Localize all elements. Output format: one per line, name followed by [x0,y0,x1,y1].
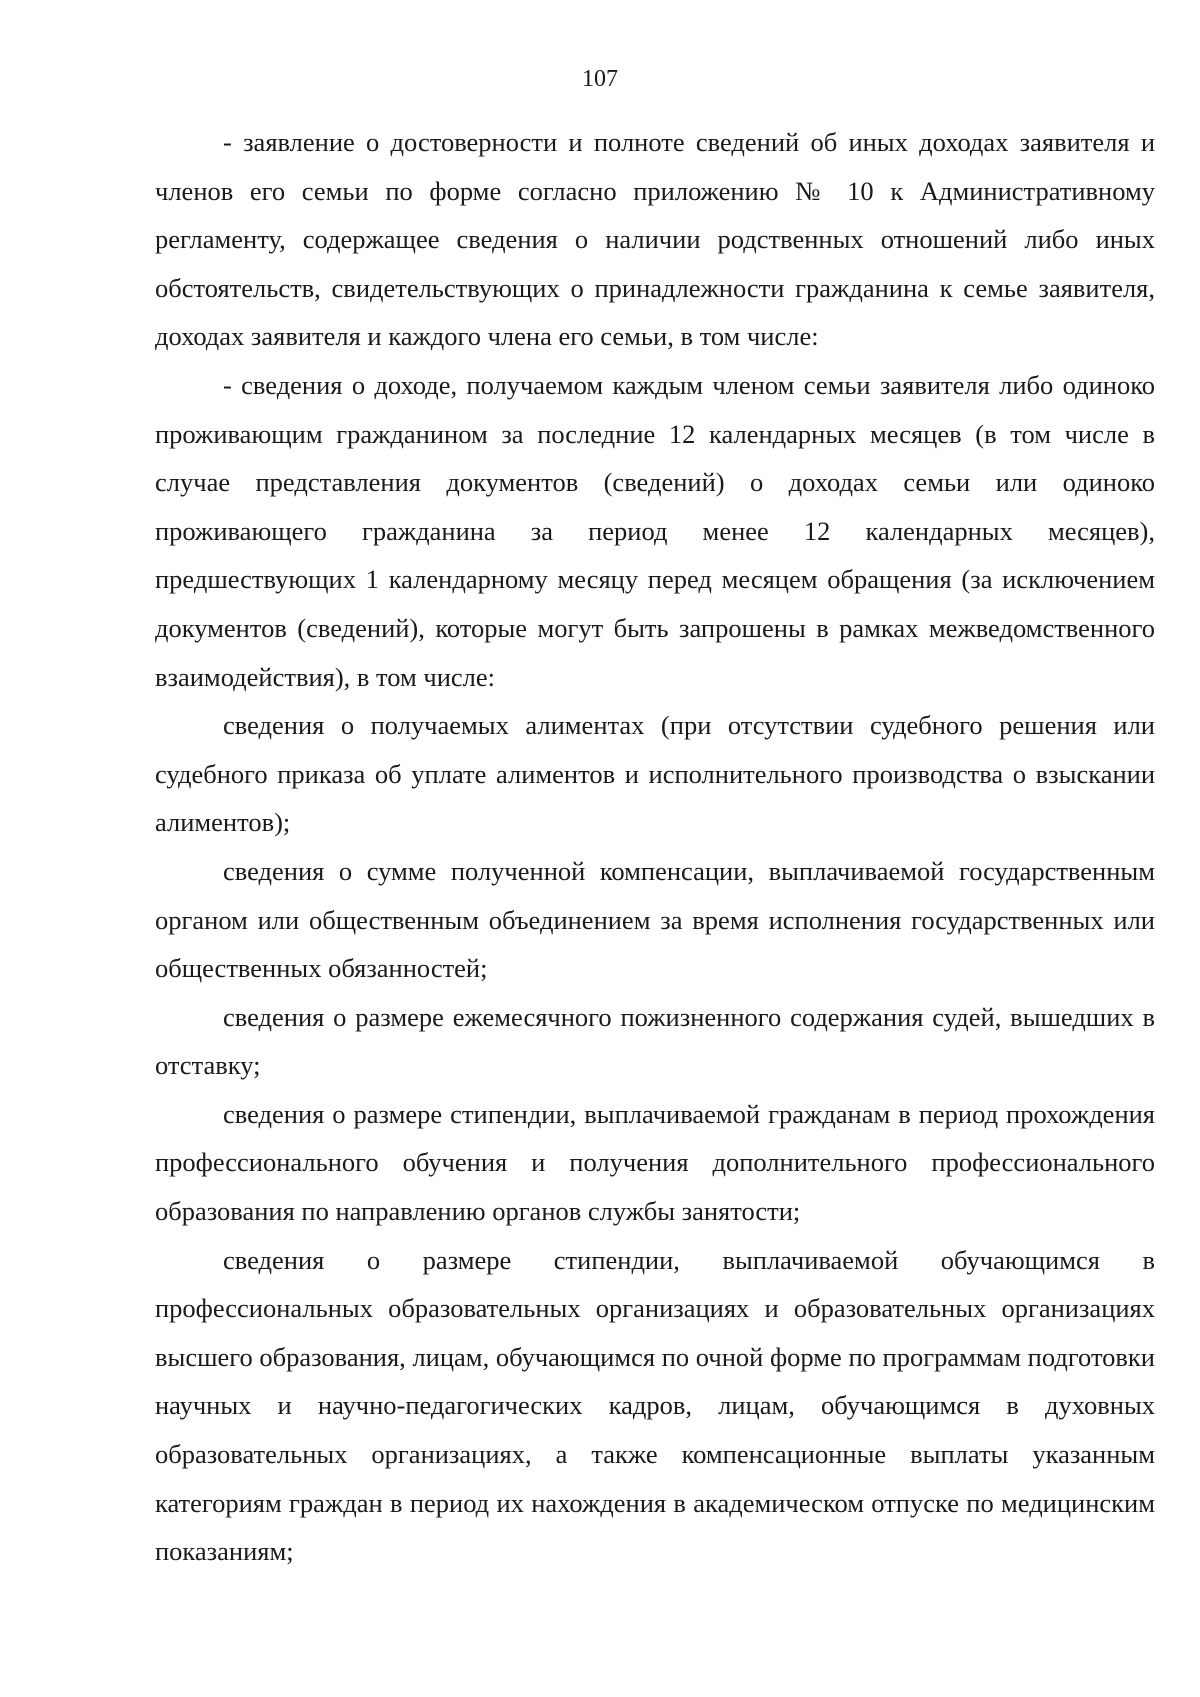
page-number: 107 [582,66,618,92]
document-body [155,118,1155,1576]
paragraph-compensation: сведения о сумме полученной компенсации, выплачиваемой государственным органом или общественным объединением за время исполнения государственных или общественных обязанностей; [155,855,1155,984]
paragraph-income-statement: - заявление о достоверности и полноте сведений об иных доходах заявителя и членов его семьи по форме согласно приложению № 10 к Административному регламенту, содержащее сведения о наличии родственных отношений либо иных обстоятельств, свидетельствующих о принадлежности гражданина к семье заявителя, доходах заявителя и каждого члена его семьи, в том числе: [155,127,1155,352]
paragraph-training-stipend: сведения о размере стипендии, выплачиваемой гражданам в период прохождения профессионального обучения и получения дополнительного профессионального образования по направлению органов службы занятости; [155,1098,1155,1227]
paragraph-judges-allowance: сведения о размере ежемесячного пожизненного содержания судей, вышедших в отставку; [155,1001,1155,1081]
paragraph-income-info: - сведения о доходе, получаемом каждым членом семьи заявителя либо одиноко проживающим гражданином за последние 12 календарных месяцев (в том числе в случае представления документов (сведений) о доходах семьи или одиноко проживающего гражданина за период менее 12 календарных месяцев), предшествующих 1 календарному месяцу перед месяцем обращения (за исключением документов (сведений), которые могут быть запрошены в рамках межведомственного взаимодействия), в том числе: [155,369,1155,692]
paragraph-alimony: сведения о получаемых алиментах (при отсутствии судебного решения или судебного приказа об уплате алиментов и исполнительного производства о взыскании алиментов); [155,710,1155,838]
paragraph-student-stipend: сведения о размере стипендии, выплачиваемой обучающимся в профессиональных образовательных организациях и образовательных организациях высшего образования, лицам, обучающимся по очной форме по программам подготовки научных и научно-педагогических кадров, лицам, обучающимся в духовных образовательных организациях, а также компенсационные выплаты указанным категориям граждан в период их нахождения в академическом отпуске по медицинским показаниям; [155,1244,1155,1567]
